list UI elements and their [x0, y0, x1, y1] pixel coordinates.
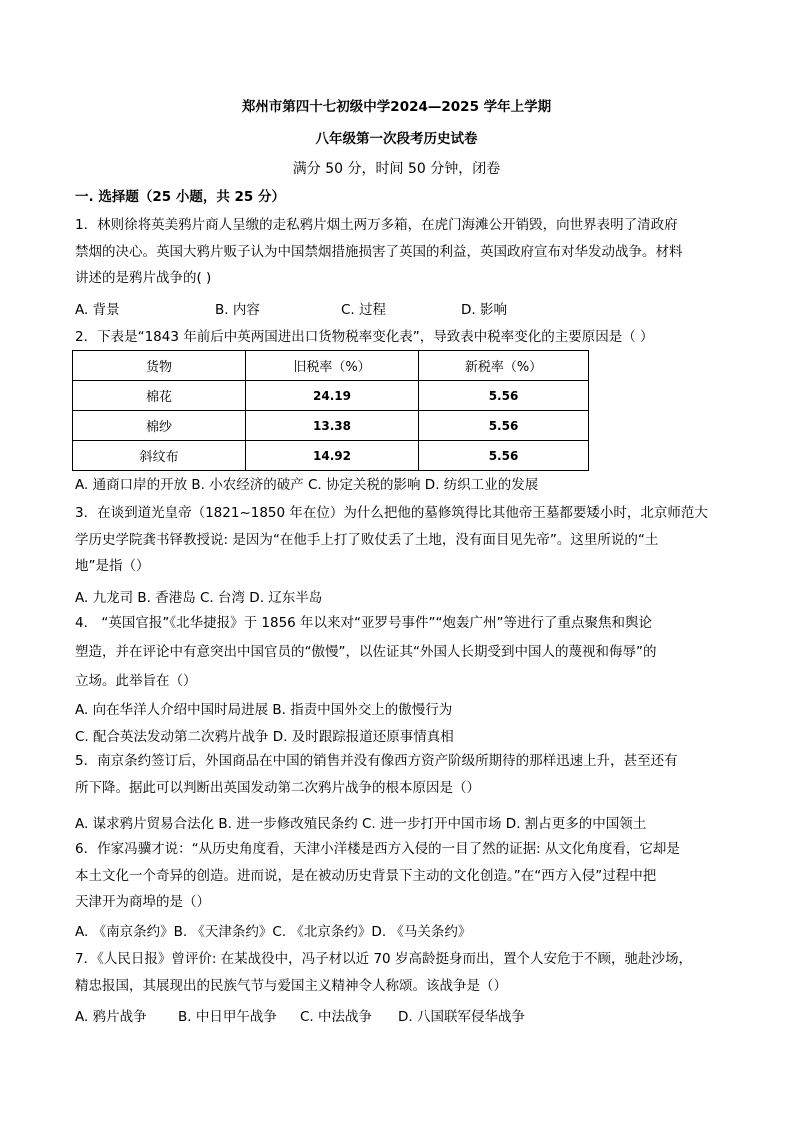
q7-option-a: A. 鸦片战争	[75, 1009, 147, 1025]
q1-option-d: D. 影响	[461, 302, 507, 318]
question-4-line: 4． “英国官报”《北华捷报》于 1856 年以来对“亚罗号事件”“炮轰广州”等进行了重点聚焦和舆论	[75, 615, 653, 631]
question-4-line: 立场。此举旨在（）	[75, 673, 197, 689]
q4-options-row-2: C. 配合英法发动第二次鸦片战争 D. 及时跟踪报道还原事情真相	[75, 729, 454, 745]
question-1-line: 1．林则徐将英美鸦片商人呈缴的走私鸦片烟土两万多箱，在虎门海滩公开销毁，向世界表明了清政府	[75, 217, 678, 233]
question-7	[75, 946, 720, 999]
q7-option-c: C. 中法战争	[300, 1009, 373, 1025]
question-2-stem: 2．下表是“1843 年前后中英两国进出口货物税率变化表”，导致表中税率变化的主要原因是（ ）	[75, 329, 654, 345]
question-6-line: 6．作家冯骥才说：“从历史角度看，天津小洋楼是西方入侵的一目了然的证据: 从文化角度看，它却是	[75, 841, 680, 857]
q1-option-c: C. 过程	[341, 302, 387, 318]
section-title: 一. 选择题（25 小题，共 25 分）	[75, 189, 286, 205]
table-row	[73, 381, 589, 411]
question-7-line: 精忠报国，其展现出的民族气节与爱国主义精神令人称颂。该战争是（）	[75, 977, 507, 994]
table-header-cell: 货物	[73, 351, 246, 381]
question-1	[75, 212, 720, 292]
q6-options: A. 《南京条约》B. 《天津条约》C. 《北京条约》D. 《马关条约》	[75, 924, 472, 940]
question-6-line: 本土文化一个奇异的创造。进而说，是在被动历史背景下主动的文化创造。”在“西方入侵”过程中把	[75, 867, 657, 884]
question-6-line: 天津开为商埠的是（）	[75, 894, 210, 910]
table-cell: 棉纱	[73, 411, 246, 441]
tax-rate-table	[72, 350, 589, 471]
question-5	[75, 748, 720, 801]
question-3-line: 地”是指（）	[75, 558, 150, 574]
question-4	[75, 609, 720, 696]
question-5-line: 所下降。据此可以判断出英国发动第二次鸦片战争的根本原因是（）	[75, 779, 480, 796]
table-cell: 13.38	[246, 411, 419, 441]
exam-title: 郑州市第四十七初级中学2024—2025 学年上学期	[241, 99, 552, 115]
question-3	[75, 500, 720, 580]
question-1-line: 讲述的是鸦片战争的( )	[75, 270, 212, 286]
table-cell: 5.56	[419, 381, 589, 411]
q2-options: A. 通商口岸的开放 B. 小农经济的破产 C. 协定关税的影响 D. 纺织工业的发展	[75, 477, 539, 493]
table-row	[73, 441, 589, 471]
question-5-line: 5．南京条约签订后，外国商品在中国的销售并没有像西方资产阶级所期待的那样迅速上升，甚至还有	[75, 753, 678, 769]
q5-options: A. 谋求鸦片贸易合法化 B. 进一步修改殖民条约 C. 进一步打开中国市场 D. 割占更多的中国领土	[75, 816, 647, 832]
q3-options: A. 九龙司 B. 香港岛 C. 台湾 D. 辽东半岛	[75, 590, 323, 606]
table-cell: 24.19	[246, 381, 419, 411]
exam-info: 满分 50 分，时间 50 分钟，闭卷	[292, 161, 501, 177]
question-1-line: 禁烟的决心。英国大鸦片贩子认为中国禁烟措施损害了英国的利益，英国政府宣布对华发动战争。材料	[75, 243, 683, 260]
q1-option-b: B. 内容	[215, 302, 260, 318]
table-cell: 斜纹布	[73, 441, 246, 471]
exam-subtitle: 八年级第一次段考历史试卷	[315, 131, 478, 147]
q4-options-row-1: A. 向在华洋人介绍中国时局进展 B. 指责中国外交上的傲慢行为	[75, 702, 453, 718]
question-3-line: 3．在谈到道光皇帝（1821~1850 年在位）为什么把他的墓修筑得比其他帝王墓都要矮小时，北京师范大	[75, 505, 708, 521]
question-7-line: 7．《人民日报》曾评价: 在某战役中，冯子材以近 70 岁高龄挺身而出，置个人安危于不顾，驰赴沙场，	[75, 951, 692, 967]
table-row	[73, 411, 589, 441]
q1-option-a: A. 背景	[75, 302, 120, 318]
table-cell: 棉花	[73, 381, 246, 411]
table-cell: 5.56	[419, 411, 589, 441]
q7-option-b: B. 中日甲午战争	[178, 1009, 277, 1025]
table-header-cell: 旧税率（%）	[246, 351, 419, 381]
table-cell: 14.92	[246, 441, 419, 471]
question-4-line: 塑造，并在评论中有意突出中国官员的“傲慢”，以佐证其“外国人长期受到中国人的蔑视和侮辱”的	[75, 644, 657, 660]
question-3-line: 学历史学院龚书铎教授说: 是因为“在他手上打了败仗丢了土地，没有面目见先帝”。这里所说的“土	[75, 531, 659, 548]
q7-option-d: D. 八国联军侵华战争	[398, 1009, 525, 1025]
table-cell: 5.56	[419, 441, 589, 471]
question-6	[75, 836, 720, 916]
table-header-row	[73, 351, 589, 381]
table-header-cell: 新税率（%）	[419, 351, 589, 381]
